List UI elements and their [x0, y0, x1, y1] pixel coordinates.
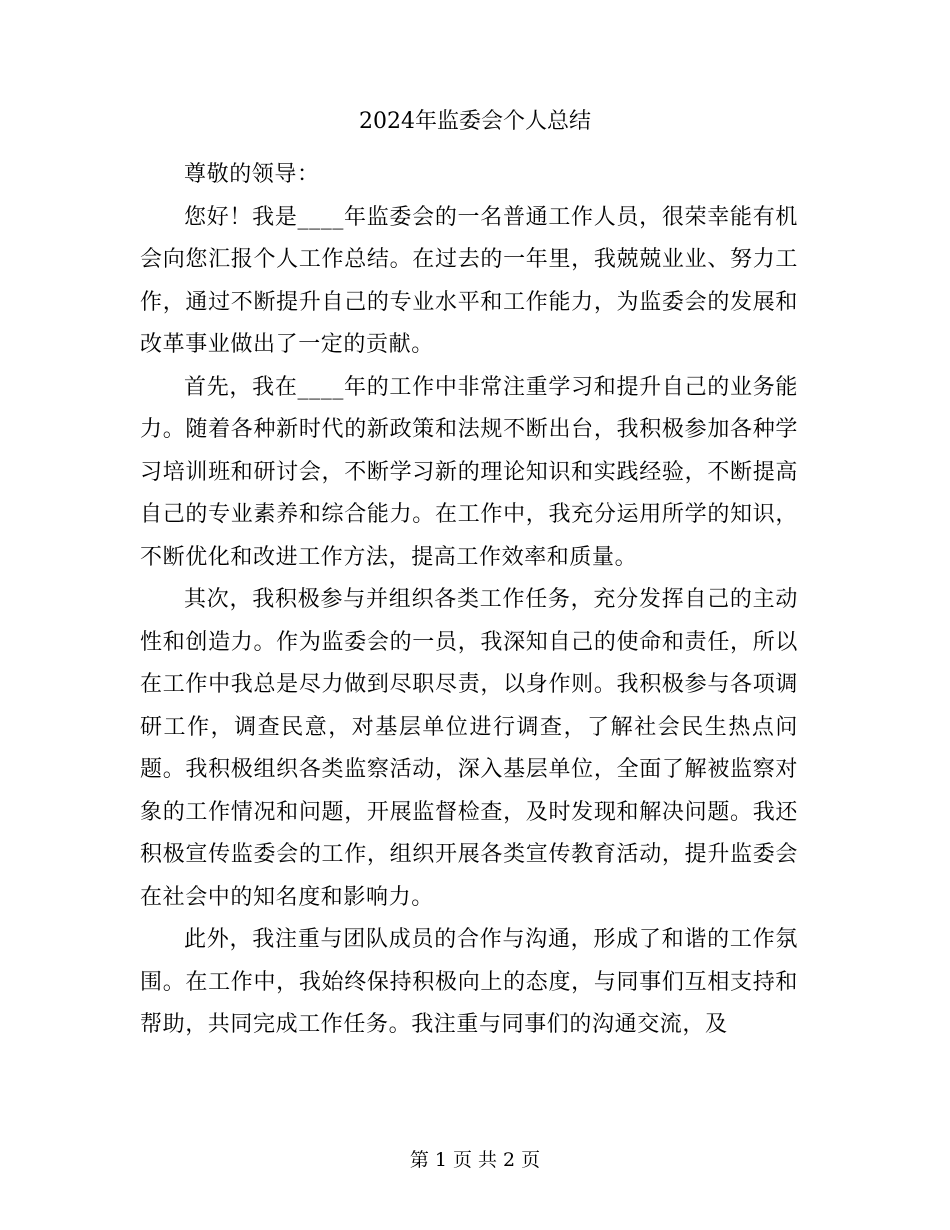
paragraph-teamwork: 此外，我注重与团队成员的合作与沟通，形成了和谐的工作氛围。在工作中，我始终保持积极向上的态度，与同事们互相支持和帮助，共同完成工作任务。我注重与同事们的沟通交流，及 [140, 927, 798, 1037]
paragraph-greeting: 您好！我是____年监委会的一名普通工作人员，很荣幸能有机会向您汇报个人工作总结。在过去的一年里，我兢兢业业、努力工作，通过不断提升自己的专业水平和工作能力，为监委会的发展和改革事业做出了一定的贡献。 [140, 204, 798, 357]
page-footer: 第 1 页 共 2 页 [409, 1149, 541, 1171]
document-body [140, 154, 798, 1047]
salutation: 尊敬的领导： [184, 162, 320, 187]
paragraph-learning: 首先，我在____年的工作中非常注重学习和提升自己的业务能力。随着各种新时代的新政策和法规不断出台，我积极参加各种学习培训班和研讨会，不断学习新的理论知识和实践经验，不断提高自己的专业素养和综合能力。在工作中，我充分运用所学的知识，不断优化和改进工作方法，提高工作效率和质量。 [140, 374, 798, 570]
document-title: 2024年监委会个人总结 [359, 109, 591, 134]
paragraph-tasks: 其次，我积极参与并组织各类工作任务，充分发挥自己的主动性和创造力。作为监委会的一员，我深知自己的使命和责任，所以在工作中我总是尽力做到尽职尽责，以身作则。我积极参与各项调研工作，调查民意，对基层单位进行调查，了解社会民生热点问题。我积极组织各类监察活动，深入基层单位，全面了解被监察对象的工作情况和问题，开展监督检查，及时发现和解决问题。我还积极宣传监委会的工作，组织开展各类宣传教育活动，提升监委会在社会中的知名度和影响力。 [140, 587, 798, 910]
